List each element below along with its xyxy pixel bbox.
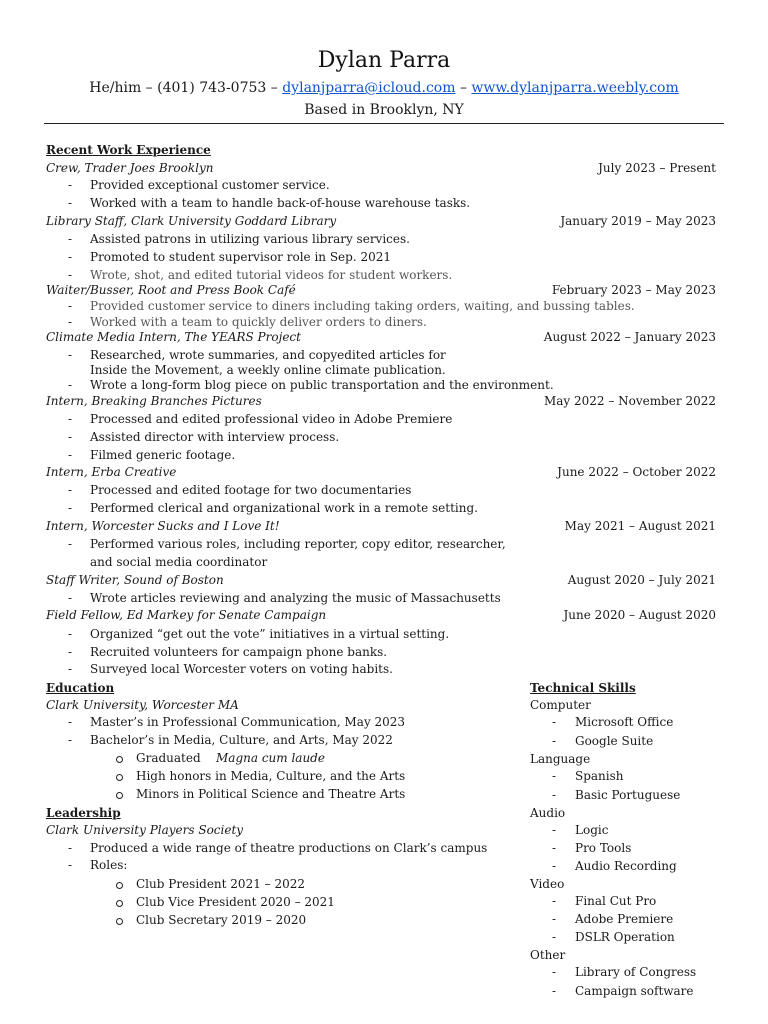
skill-item: Audio Recording [575,859,677,873]
bullet-dash: - [552,859,557,873]
bullet-circle [116,882,123,889]
skill-item: Logic [575,823,609,837]
job-bullet: Researched, wrote summaries, and copyedited articles for [90,348,446,362]
pronouns-phone: He/him – (401) 743-0753 – [89,80,283,96]
bullet-dash: - [552,788,557,802]
job-dates: January 2019 – May 2023 [560,214,716,228]
skill-item: Basic Portuguese [575,788,681,802]
bullet-dash: - [552,769,557,783]
bullet-circle [116,900,123,907]
skill-group: Language [530,752,591,766]
job-bullet: Promoted to student supervisor role in Sep. 2021 [90,250,392,264]
school-name: Clark University, Worcester MA [46,698,239,712]
bullet-dash: - [552,841,557,855]
job-title: Intern, Erba Creative [46,465,177,479]
bullet-dash: - [68,662,73,676]
bullet-dash: - [68,196,73,210]
section-heading-work: Recent Work Experience [46,143,211,157]
header-divider [44,123,724,124]
bullet-dash: - [68,378,73,392]
resume-name: Dylan Parra [317,48,451,73]
bullet-dash: - [68,537,73,551]
job-bullet: Wrote a long-form blog piece on public transportation and the environment. [90,378,554,392]
honors-italic: Magna cum laude [216,751,325,765]
section-heading-leadership: Leadership [46,806,121,820]
education-bullet: Master’s in Professional Communication, May 2023 [90,715,406,729]
job-dates: June 2020 – August 2020 [563,608,716,622]
job-bullet: and social media coordinator [90,555,268,569]
email-link[interactable]: dylanjparra@icloud.com [282,80,456,96]
job-bullet: Worked with a team to quickly deliver orders to diners. [90,315,427,329]
job-title: Intern, Worcester Sucks and I Love It! [46,519,280,533]
education-sub-bullet: Minors in Political Science and Theatre Arts [136,787,406,801]
bullet-dash: - [552,823,557,837]
bullet-dash: - [68,268,73,282]
bullet-dash: - [68,715,73,729]
job-title: Crew, Trader Joes Brooklyn [46,161,214,175]
bullet-dash: - [552,894,557,908]
job-bullet: Provided exceptional customer service. [90,178,330,192]
job-dates: August 2022 – January 2023 [543,330,716,344]
bullet-circle [116,792,123,799]
job-bullet: Assisted director with interview process. [90,430,340,444]
bullet-dash: - [68,232,73,246]
job-bullet: Surveyed local Worcester voters on voting habits. [90,662,393,676]
leadership-role: Club President 2021 – 2022 [136,877,306,891]
job-dates: February 2023 – May 2023 [551,283,716,297]
job-bullet: Recruited volunteers for campaign phone banks. [90,645,388,659]
bullet-dash: - [68,627,73,641]
bullet-circle [116,756,123,763]
job-bullet: Assisted patrons in utilizing various library services. [90,232,410,246]
job-bullet: Performed clerical and organizational work in a remote setting. [90,501,478,515]
skill-item: Google Suite [575,734,654,748]
leadership-role: Club Secretary 2019 – 2020 [136,913,307,927]
bullet-dash: - [68,501,73,515]
leadership-role: Club Vice President 2020 – 2021 [136,895,335,909]
skill-item: Adobe Premiere [575,912,674,926]
leadership-bullet: Roles: [90,858,128,872]
job-bullet: Filmed generic footage. [90,448,236,462]
bullet-circle [116,918,123,925]
job-bullet: Provided customer service to diners including taking orders, waiting, and bussing tables. [90,299,635,313]
section-heading-education: Education [46,681,115,695]
website-link[interactable]: www.dylanjparra.weebly.com [471,80,679,96]
bullet-dash: - [68,412,73,426]
skill-item: Library of Congress [575,965,697,979]
job-bullet: Wrote, shot, and edited tutorial videos for student workers. [90,268,453,282]
job-bullet: Worked with a team to handle back-of-house warehouse tasks. [90,196,471,210]
bullet-dash: - [68,733,73,747]
job-bullet: Processed and edited professional video in Adobe Premiere [90,412,453,426]
job-bullet: Processed and edited footage for two documentaries [90,483,412,497]
bullet-dash: - [68,448,73,462]
skill-item: Microsoft Office [575,715,674,729]
bullet-circle [116,774,123,781]
bullet-dash: - [68,645,73,659]
job-dates: July 2023 – Present [598,161,716,175]
skill-item: Campaign software [575,984,694,998]
skill-group: Audio [530,806,566,820]
skill-item: Spanish [575,769,624,783]
skill-item: DSLR Operation [575,930,675,944]
job-bullet: Wrote articles reviewing and analyzing the music of Massachusetts [90,591,501,605]
education-sub-bullet: High honors in Media, Culture, and the Arts [136,769,406,783]
bullet-dash: - [68,430,73,444]
bullet-dash: - [68,348,73,362]
bullet-dash: - [552,984,557,998]
job-dates: May 2021 – August 2021 [564,519,716,533]
job-dates: May 2022 – November 2022 [543,394,716,408]
job-title: Intern, Breaking Branches Pictures [46,394,262,408]
skill-item: Pro Tools [575,841,632,855]
job-bullet: Organized “get out the vote” initiatives in a virtual setting. [90,627,450,641]
bullet-dash: - [68,299,73,313]
job-title: Climate Media Intern, The YEARS Project [46,330,301,344]
job-dates: June 2022 – October 2022 [557,465,716,479]
job-bullet: Performed various roles, including reporter, copy editor, researcher, [90,537,506,551]
bullet-dash: - [68,250,73,264]
bullet-dash: - [552,734,557,748]
bullet-dash: - [552,715,557,729]
job-title: Library Staff, Clark University Goddard Library [46,214,337,228]
job-title: Field Fellow, Ed Markey for Senate Campaign [46,608,327,622]
skill-group: Other [530,948,566,962]
bullet-dash: - [552,965,557,979]
job-bullet: Inside the Movement, a weekly online climate publication. [90,363,446,377]
bullet-dash: - [552,912,557,926]
bullet-dash: - [68,315,73,329]
leadership-bullet: Produced a wide range of theatre productions on Clark’s campus [90,841,488,855]
section-heading-skills: Technical Skills [530,681,636,695]
bullet-dash: - [68,178,73,192]
skill-item: Final Cut Pro [575,894,657,908]
job-title: Waiter/Busser, Root and Press Book Café [46,283,296,297]
honors-prefix: Graduated [136,751,201,765]
leadership-org: Clark University Players Society [46,823,244,837]
skill-group: Video [530,877,565,891]
skill-group: Computer [530,698,591,712]
education-bullet: Bachelor’s in Media, Culture, and Arts, May 2022 [90,733,393,747]
contact-separator: – [455,80,472,96]
location: Based in Brooklyn, NY [304,102,464,118]
bullet-dash: - [68,591,73,605]
job-title: Staff Writer, Sound of Boston [46,573,224,587]
job-dates: August 2020 – July 2021 [567,573,716,587]
bullet-dash: - [552,930,557,944]
bullet-dash: - [68,841,73,855]
contact-line [0,78,768,98]
bullet-dash: - [68,858,73,872]
bullet-dash: - [68,483,73,497]
